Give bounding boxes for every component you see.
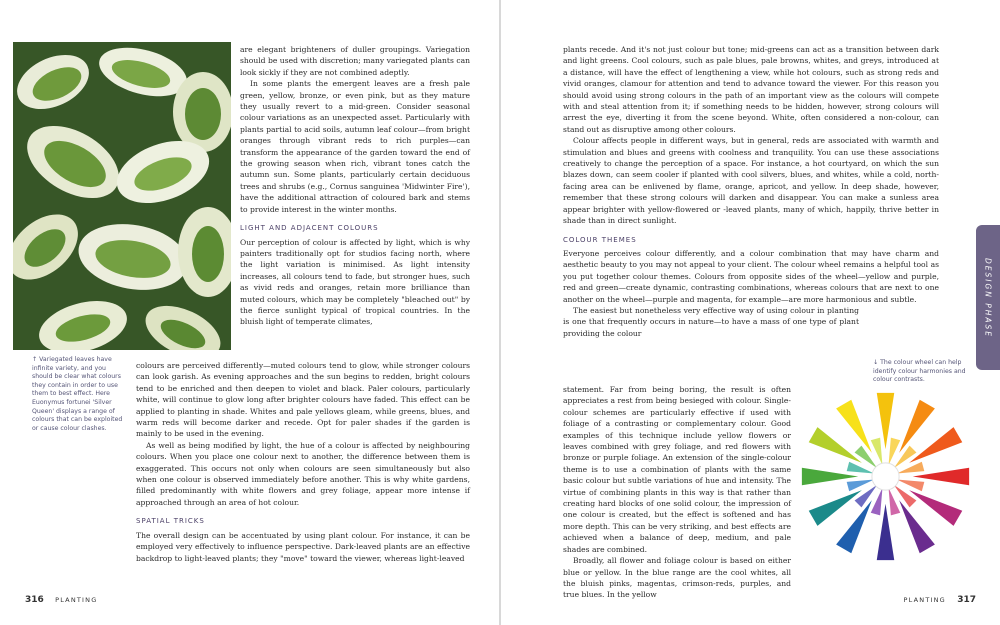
paragraph: Broadly, all flower and foliage colour is based on either blue or yellow. In the blue range are the cool whites, all the bluish pinks, magentas, crimson-reds, purples, and true blues. In the yellow — [563, 556, 791, 600]
paragraph: As well as being modified by light, the hue of a colour is affected by neighbouring colours. When you place one colour next to another, the difference between them is exaggerated. This occurs not only when colours are seen simultaneously but also when one colour is observed immediately before another. This is why white gardens, filled predominantly with white flowers and grey foliage, appear more intense if approached through an area of hot colour. — [136, 440, 470, 507]
wheel-caption: ↓ The colour wheel can help identify colour harmonies and colour contrasts. — [873, 359, 966, 384]
paragraph: colours are perceived differently—muted colours tend to glow, while stronger colours can look garish. As evening approaches and the sun begins to redden, bright colours tend to be enriched and then deepen to violet and black. Paler colours, particularly white, will continue to glow long after brighter colours have faded. This effect can be applied to planting in shade. Whites and pale yellows gleam, while greens, blues, and warm reds will become darker and recede. Opt for paler shades if the garden is mainly to be used in the evening. — [136, 361, 470, 439]
photo-caption: ↑ Variegated leaves have infinite variety, and you should be clear what colours they contain in order to use them to best effect. Here Euonymus fortunei 'Silver Queen' displays a range of colours that can be exploited or cause colour clashes. — [32, 356, 123, 432]
folio-right — [904, 595, 976, 605]
paragraph: statement. Far from being boring, the result is often appreciates a rest from being besieged with colour. Single-colour schemes are particularly effective if used with foliage of a contrasting or complementary colour. Good examples of this technique include yellow flowers or leaves combined with grey foliage, and red flowers with bronze or purple foliage. An extension of the single-colour theme is to use a combination of plants with the same basic colour but subtle variations of hue and intensity. The virtue of combining plants in this way is that rather than creating hard blocks of one solid colour, the impression of one colour is created, but the effect is softened and has more depth. This can be very striking, and best effects are achieved when a balance of deep, medium, and pale shades are combined. — [563, 385, 791, 554]
paragraph: plants recede. And it's not just colour but tone; mid-greens can act as a transition between dark and light greens. Cool colours, such as pale blues, pale browns, whites, and greys, introduced at a distance, will have the effect of lengthening a view, while hot colours, such as strong reds and vivid oranges, clamour for attention and tend to advance toward the viewer. For this reason you should avoid using strong colours in the path of an important view as the colours will compete with and steal attention from it; if something needs to be hidden, however, strong colours will arrest the eye, diverting it from the scene beyond. White, often considered a non-colour, can stand out as disruptive among other colours. — [563, 45, 939, 134]
colour-wheel-image — [798, 389, 973, 564]
colour-wheel-center — [872, 463, 899, 490]
left-column-wide — [136, 360, 470, 564]
page-number: 316 — [25, 595, 44, 605]
side-tab-label: DESIGN PHASE — [983, 257, 993, 338]
paragraph: The easiest but nonetheless very effective way of using colour in planting is one that frequently occurs in nature—to have a mass of one type of plant providing the colour — [563, 305, 859, 338]
section-heading-light: LIGHT AND ADJACENT COLOURS — [240, 224, 379, 233]
section-side-tab — [976, 225, 1000, 370]
running-head: PLANTING — [55, 596, 98, 604]
paragraph: Everyone perceives colour differently, and a colour combination that may have charm and aesthetic beauty to you may not appeal to your client. The colour wheel remains a helpful tool as you put together colour themes. Colours from opposite sides of the wheel—yellow and purple, red and green—create dynamic, contrasting combinations, whereas colours that are next to one another on the wheel—purple and magenta, for example—are more harmonious and subtle. — [563, 248, 939, 304]
left-column-narrow — [240, 44, 470, 328]
paragraph: In some plants the emergent leaves are a fresh pale green, yellow, bronze, or even pink, but as they mature they usually revert to a mid-green. Consider seasonal colour variations as an unexpected asset. Particularly with plants partial to acid soils, autumn leaf colour—from bright oranges through vibrant reds to rich purples—can transform the appearance of the garden toward the end of the growing season when rich, vibrant tones catch the autumn sun. Some plants, particularly certain deciduous trees and shrubs (e.g., Cornus sanguinea 'Midwinter Fire'), have the additional attraction of coloured bark and stems to provide interest in the winter months. — [240, 79, 470, 214]
paragraph: The overall design can be accentuated by using plant colour. For instance, it can be employed very effectively to influence perspective. Dark-leaved plants are an effective backdrop to light-leaved plants; they "move" toward the viewer, whereas light-leaved — [136, 530, 470, 563]
paragraph: Our perception of colour is affected by light, which is why painters traditionally opt for studios facing north, where the light variation is minimised. As light intensity increases, all colours tend to fade, but stronger hues, such as vivid reds and oranges, retain more brilliance than muted colours, which may be completely "bleached out" by the fierce sunlight typical of tropical countries. In the bluish light of temperate climates, — [240, 237, 470, 327]
section-heading-themes: COLOUR THEMES — [563, 235, 637, 244]
variegated-leaves-photo — [13, 42, 231, 350]
euonymus-leaves-image — [13, 42, 231, 350]
folio-left — [25, 595, 97, 605]
page-number: 317 — [957, 595, 976, 605]
right-column-narrow — [563, 384, 791, 601]
running-head: PLANTING — [903, 596, 946, 604]
section-heading-spatial: SPATIAL TRICKS — [136, 517, 205, 526]
right-column-wide — [563, 44, 939, 339]
paragraph: Colour affects people in different ways, but in general, reds are associated with warmth and stimulation and blues and greens with coolness and tranquility. You can use these associations creatively to change the perception of a space. For instance, a hot courtyard, on which the sun blazes down, can seem cooler if planted with cool silvers, blues, and whites, while a cold, north-facing area can be enlivened by flame, orange, apricot, and yellow. In deep shade, however, remember that these strong colours will darken and disappear. You can make a sunless area appear brighter with yellow-flowered or -leaved plants, many of which, happily, thrive better in shade than in direct sunlight. — [563, 136, 939, 226]
left-page — [0, 0, 499, 625]
paragraph: are elegant brighteners of duller groupings. Variegation should be used with discretion; many variegated plants can look sickly if they are not combined adeptly. — [240, 45, 470, 77]
